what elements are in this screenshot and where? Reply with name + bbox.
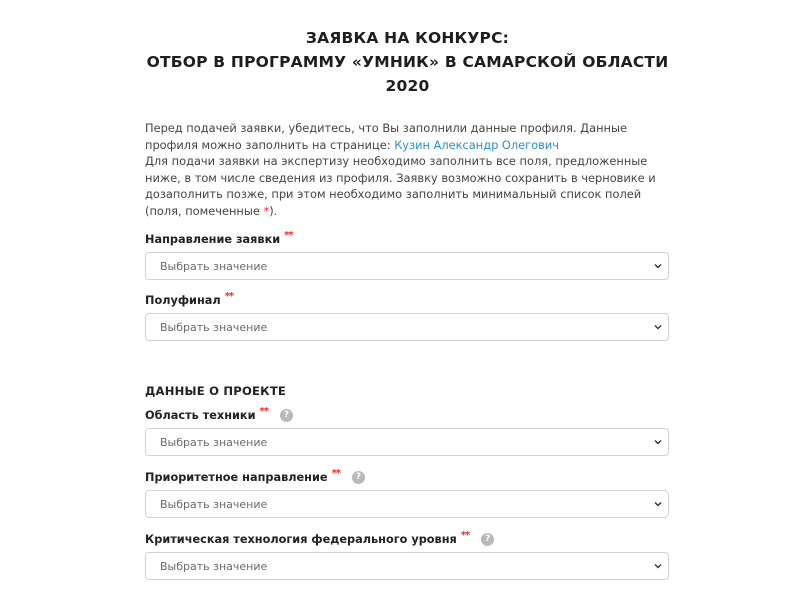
select-placeholder: Выбрать значение <box>160 498 268 511</box>
page-title <box>0 26 800 98</box>
intro-part-2: Для подачи заявки на экспертизу необходимо заполнить все поля, предложенные ниже, в том числе сведения из профиля. Заявку возможно сохранить в черновике и дозаполнить позже, при этом необходимо заполнить минимальный список полей (поля, помеченные <box>145 154 656 218</box>
direction-select[interactable] <box>145 252 669 280</box>
profile-link[interactable]: Кузин Александр Олегович <box>394 137 559 152</box>
field-label-semifinal <box>145 291 234 307</box>
field-label-text: Область техники <box>145 409 256 422</box>
section-title-project: ДАННЫЕ О ПРОЕКТЕ <box>145 384 287 398</box>
question-circle-icon[interactable]: ? <box>280 409 293 422</box>
select-placeholder: Выбрать значение <box>160 260 268 273</box>
field-label-text: Полуфинал <box>145 294 221 307</box>
field-label-text: Направление заявки <box>145 233 281 246</box>
field-label-text: Критическая технология федерального уровня <box>145 533 457 546</box>
field-label-direction <box>145 230 293 246</box>
chevron-down-icon <box>654 323 662 331</box>
select-placeholder: Выбрать значение <box>160 436 268 449</box>
priority-direction-select[interactable] <box>145 490 669 518</box>
chevron-down-icon <box>654 562 662 570</box>
critical-technology-select[interactable] <box>145 552 669 580</box>
question-circle-icon[interactable]: ? <box>481 533 494 546</box>
intro-part-3: ). <box>269 203 278 218</box>
field-label-critical-technology <box>145 530 494 546</box>
required-marker: ** <box>460 530 470 541</box>
required-marker: ** <box>331 468 341 479</box>
required-asterisk: * <box>263 203 270 218</box>
field-label-priority-direction <box>145 468 365 484</box>
title-line-3: 2020 <box>385 77 430 95</box>
title-line-1: ЗАЯВКА НА КОНКУРС: <box>305 29 510 47</box>
intro-text <box>145 120 675 220</box>
required-marker: ** <box>284 230 293 241</box>
chevron-down-icon <box>654 262 662 270</box>
question-circle-icon[interactable]: ? <box>352 471 365 484</box>
required-marker: ** <box>224 291 234 302</box>
title-line-2: ОТБОР В ПРОГРАММУ «УМНИК» В САМАРСКОЙ ОБЛАСТИ <box>146 53 669 71</box>
intro-part-1: Перед подачей заявки, убедитесь, что Вы заполнили данные профиля. Данные профиля можно заполнить на странице: <box>145 121 627 152</box>
field-label-tech-area <box>145 406 293 422</box>
chevron-down-icon <box>654 500 662 508</box>
chevron-down-icon <box>654 438 662 446</box>
tech-area-select[interactable] <box>145 428 669 456</box>
semifinal-select[interactable] <box>145 313 669 341</box>
select-placeholder: Выбрать значение <box>160 560 268 573</box>
required-marker: ** <box>259 406 268 417</box>
field-label-text: Приоритетное направление <box>145 471 328 484</box>
select-placeholder: Выбрать значение <box>160 321 268 334</box>
